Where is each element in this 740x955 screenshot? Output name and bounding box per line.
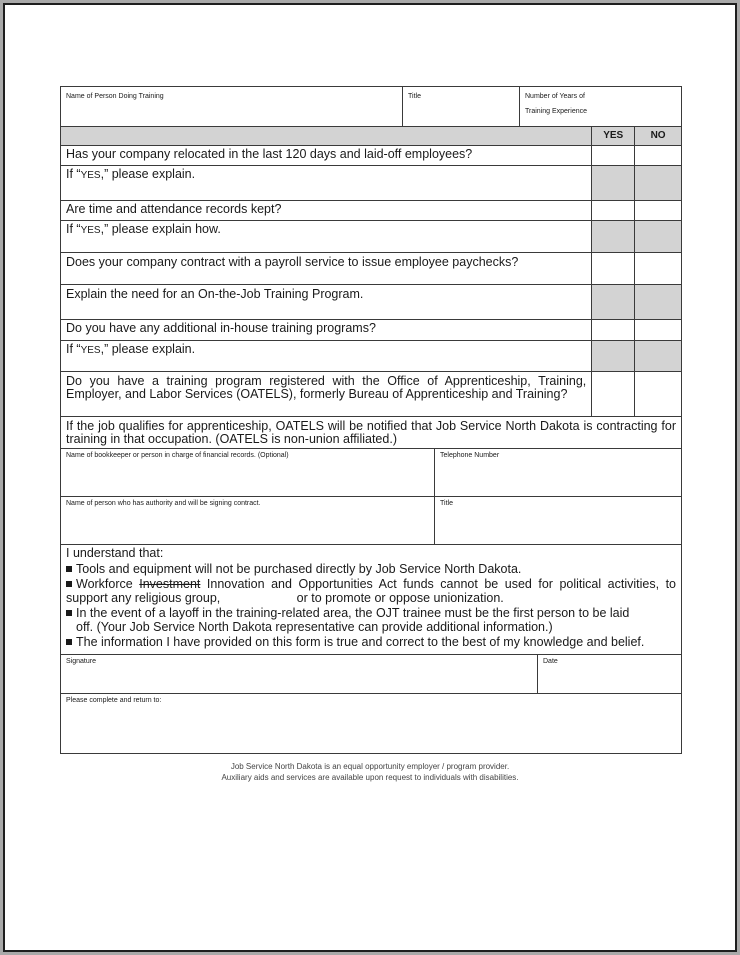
header-bar-blank [61, 127, 591, 145]
date-label: Date [543, 658, 558, 665]
understand-item: The information I have provided on this form is true and correct to the best of my knowledge and belief. [66, 636, 676, 650]
signature-field[interactable] [61, 655, 537, 693]
form-page [3, 3, 737, 952]
yes-checkbox[interactable] [591, 201, 634, 220]
yes-no-header-row [61, 126, 681, 145]
trainer-name-field[interactable] [61, 87, 402, 126]
footer-line2: Auxiliary aids and services are available upon request to individuals with disabilities. [221, 773, 519, 782]
yes-column-header: YES [591, 127, 634, 145]
return-row [61, 693, 681, 753]
yes-checkbox[interactable] [591, 372, 634, 416]
signature-row [61, 654, 681, 693]
question-text: Do you have any additional in-house training programs? [66, 321, 376, 335]
explain-row [61, 220, 681, 252]
footer [5, 761, 735, 783]
bullet-square-icon [66, 566, 72, 572]
shaded-cell [591, 221, 634, 252]
struck-text: Investment [139, 577, 201, 591]
signature-label: Signature [66, 658, 96, 665]
trainer-title-label: Title [408, 93, 421, 100]
explain-field[interactable]: If “YES,” please explain how. [66, 222, 221, 236]
bullet-square-icon [66, 581, 72, 587]
yes-checkbox[interactable] [591, 320, 634, 340]
understand-item: Workforce Investment Innovation and Opportunities Act funds cannot be used for political activities, to support any religious group, or to promote or oppose unionization. [66, 577, 677, 605]
question-row [61, 200, 681, 220]
authority-title-field[interactable] [434, 497, 681, 544]
question-text: Has your company relocated in the last 120 days and laid-off employees? [66, 147, 473, 161]
understand-intro: I understand that: [66, 546, 164, 560]
telephone-field[interactable] [434, 449, 681, 496]
explain-field[interactable]: Explain the need for an On-the-Job Training Program. [66, 287, 364, 301]
return-address-field[interactable] [61, 694, 681, 753]
question-row [61, 252, 681, 284]
trainer-name-label: Name of Person Doing Training [66, 93, 164, 100]
authority-label: Name of person who has authority and will be signing contract. [66, 500, 261, 507]
authority-row [61, 496, 681, 544]
years-label-line1: Number of Years of [525, 93, 585, 100]
no-checkbox[interactable] [634, 253, 681, 284]
years-label-line2: Training Experience [525, 108, 587, 115]
explain-row [61, 165, 681, 200]
shaded-cell [634, 221, 681, 252]
explain-field[interactable]: If “YES,” please explain. [66, 342, 196, 356]
ojt-form [60, 86, 682, 754]
bullet-square-icon [66, 639, 72, 645]
return-label: Please complete and return to: [66, 697, 162, 704]
explain-field[interactable]: If “YES,” please explain. [66, 167, 196, 181]
understand-item: Tools and equipment will not be purchased directly by Job Service North Dakota. [66, 563, 676, 577]
explain-row [61, 284, 681, 319]
question-row [61, 371, 681, 416]
bookkeeper-row [61, 448, 681, 496]
no-checkbox[interactable] [634, 146, 681, 165]
no-checkbox[interactable] [634, 320, 681, 340]
trainer-title-field[interactable] [402, 87, 519, 126]
explain-row [61, 340, 681, 371]
question-text: Does your company contract with a payroll service to issue employee paychecks? [66, 255, 519, 269]
date-field[interactable] [537, 655, 681, 693]
trainer-info-row [61, 87, 681, 126]
no-checkbox[interactable] [634, 372, 681, 416]
no-checkbox[interactable] [634, 201, 681, 220]
bullet-square-icon [66, 610, 72, 616]
authority-title-label: Title [440, 500, 453, 507]
telephone-label: Telephone Number [440, 452, 500, 459]
years-experience-field[interactable] [519, 87, 681, 126]
understand-section [61, 544, 681, 654]
shaded-cell [591, 166, 634, 200]
oatels-notice-row [61, 416, 681, 448]
bookkeeper-field[interactable] [61, 449, 434, 496]
shaded-cell [634, 285, 681, 319]
shaded-cell [634, 166, 681, 200]
yes-checkbox[interactable] [591, 253, 634, 284]
no-column-header: NO [634, 127, 681, 145]
shaded-cell [591, 341, 634, 371]
question-row [61, 319, 681, 340]
authority-name-field[interactable] [61, 497, 434, 544]
understand-block [61, 545, 681, 654]
understand-item: In the event of a layoff in the training-related area, the OJT trainee must be the first person to be laid off. (Your Job Service North Dakota representative can provide additional information.) [66, 607, 676, 634]
shaded-cell [634, 341, 681, 371]
question-text: Are time and attendance records kept? [66, 202, 282, 216]
bookkeeper-label: Name of bookkeeper or person in charge of financial records. (Optional) [66, 452, 289, 459]
oatels-notice: If the job qualifies for apprenticeship, OATELS will be notified that Job Service North Dakota is contracting for training in that occupation. (OATELS is non-union affiliated.) [66, 419, 676, 446]
yes-checkbox[interactable] [591, 146, 634, 165]
shaded-cell [591, 285, 634, 319]
question-row [61, 145, 681, 165]
question-text: Do you have a training program registered with the Office of Apprenticeship, Training, Employer, and Labor Services (OATELS), formerly Bureau of Apprenticeship and Training? [66, 374, 587, 401]
footer-line1: Job Service North Dakota is an equal opportunity employer / program provider. [230, 762, 510, 771]
